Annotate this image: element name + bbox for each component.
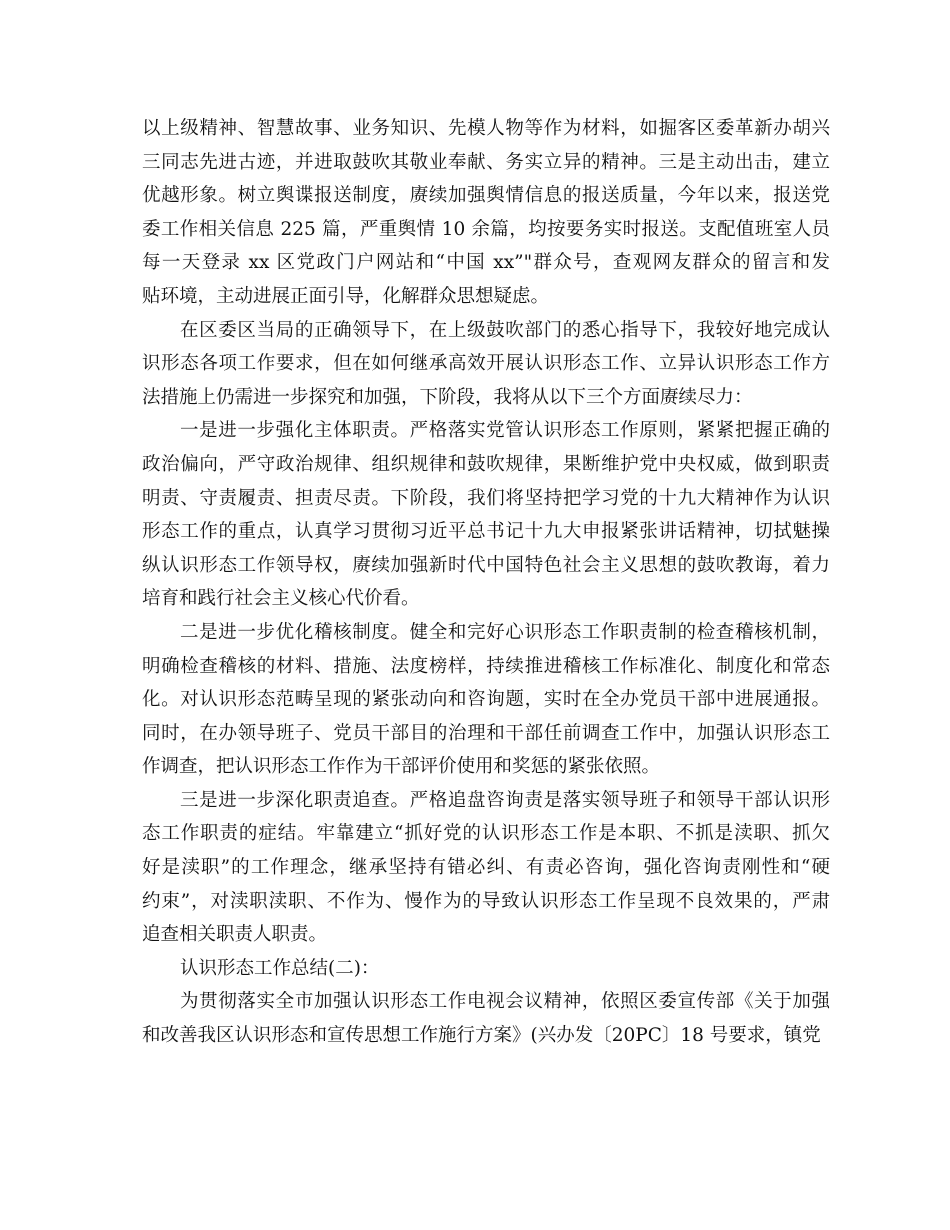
paragraph-p5 [142,784,830,952]
text-line: 三同志先进古迹，并进取鼓吹其敬业奉献、务实立异的精神。三是主动出击，建立 [142,151,830,173]
text-line: 法措施上仍需进一步探究和加强，下阶段，我将从以下三个方面赓续尽力： [142,386,753,408]
text-line: 同时，在办领导班子、党员干部目的治理和干部任前调查工作中，加强认识形态工 [142,722,830,744]
text-line: 以上级精神、智慧故事、业务知识、先模人物等作为材料，如掘客区委革新办胡兴 [142,118,830,139]
paragraph-p7 [142,985,830,1052]
text-line: 化。对认识形态范畴呈现的紧张动向和咨询题，实时在全办党员干部中进展通报。 [142,689,830,711]
text-line: 约束”，对渎职渎职、不作为、慢作为的导致认识形态工作呈现不良效果的，严肃 [142,890,830,912]
text-line: 追查相关职责人职责。 [142,924,328,946]
paragraph-p4 [142,616,830,784]
text-line: 明责、守责履责、担责尽责。下阶段，我们将坚持把学习党的十九大精神作为认识 [142,487,830,509]
paragraph-p1 [142,112,830,314]
text-line: 态工作职责的症结。牢靠建立“抓好党的认识形态工作是本职、不抓是渎职、抓欠 [142,823,830,845]
text-line: 三是进一步深化职责追查。严格追盘咨询责是落实领导班子和领导干部认识形 [180,789,830,811]
text-line: 明确检查稽核的材料、措施、法度榜样，持续推进稽核工作标准化、制度化和常态 [142,655,830,677]
document-body [142,112,830,1053]
text-line: 形态工作的重点，认真学习贯彻习近平总书记十九大申报紧张讲话精神，切拭魅操 [142,521,830,543]
text-line: 优越形象。树立舆谍报送制度，赓续加强舆情信息的报送质量，今年以来，报送党 [142,185,830,207]
text-line: 认识形态工作总结(二)： [180,957,380,979]
text-line: 每一天登录 xx 区党政门户网站和“中国 xx”"群众号，查观网友群众的留言和发 [142,252,830,274]
text-line: 好是渎职”的工作理念，继承坚持有错必纠、有责必咨询，强化咨询责刚性和“硬 [142,857,830,879]
paragraph-p6 [142,952,830,986]
text-line: 识形态各项工作要求，但在如何继承高效开展认识形态工作、立异认识形态工作方 [142,353,830,375]
text-line: 在区委区当局的正确领导下，在上级鼓吹部门的悉心指导下，我较好地完成认 [180,319,830,341]
text-line: 作调查，把认识形态工作作为干部评价使用和奖惩的紧张依照。 [142,756,661,778]
text-line: 贴环境，主动进展正面引导，化解群众思想疑虑。 [142,285,550,307]
text-line: 和改善我区认识形态和宣传思想工作施行方案》(兴办发〔20PC〕18 号要求，镇党 [142,1025,821,1047]
paragraph-p3 [142,414,830,616]
text-line: 一是进一步强化主体职责。严格落实党管认识形态工作原则，紧紧把握正确的 [180,420,830,442]
text-line: 培育和践行社会主义核心代价看。 [142,588,420,610]
text-line: 委工作相关信息 225 篇，严重舆情 10 余篇，均按要务实时报送。支配值班室人员 [142,218,830,240]
text-line: 纵认识形态工作领导权，赓续加强新时代中国特色社会主义思想的鼓吹教诲，着力 [142,554,830,576]
text-line: 二是进一步优化稽核制度。健全和完好心识形态工作职责制的检查稽核机制， [180,621,830,643]
text-line: 政治偏向，严守政治规律、组织规律和鼓吹规律，果断维护党中央权威，做到职责 [142,453,830,475]
paragraph-p2 [142,314,830,415]
text-line: 为贯彻落实全市加强认识形态工作电视会议精神，依照区委宣传部《关于加强 [180,991,830,1013]
